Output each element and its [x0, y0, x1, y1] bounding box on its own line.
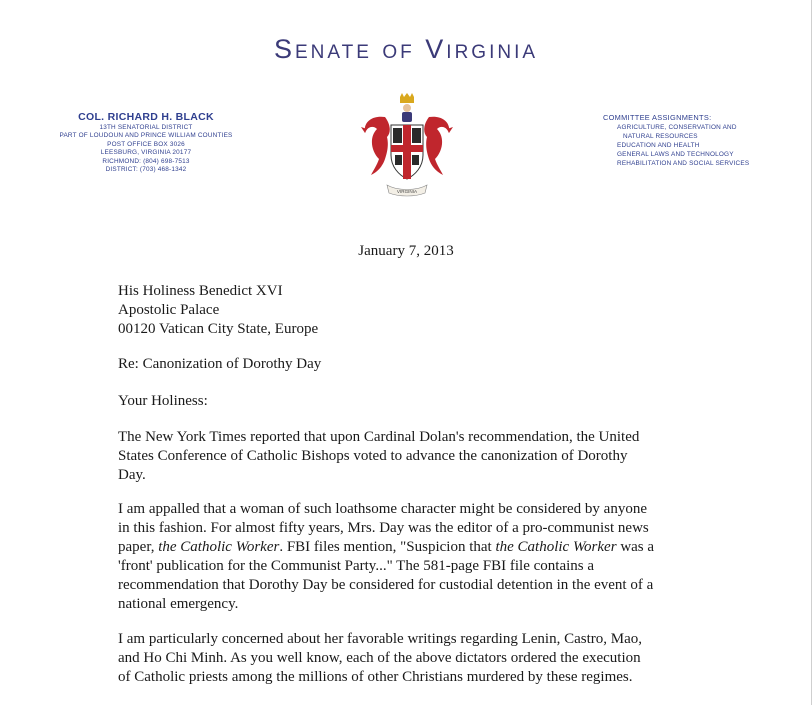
paragraph-line: 'front' publication for the Communist Party..." The 581-page FBI file contains a — [118, 558, 595, 574]
senate-seal-icon — [357, 93, 457, 199]
senator-info-block — [30, 111, 262, 174]
paragraph-line: I am particularly concerned about her favorable writings regarding Lenin, Castro, Mao, — [118, 631, 642, 647]
paragraph-2 — [118, 500, 718, 614]
recipient-address — [118, 282, 718, 339]
letterhead-title: Senate of Virginia — [273, 34, 539, 64]
paragraph-line: Day. — [118, 467, 146, 483]
shield-icon — [391, 125, 423, 179]
senator-info-line: LEESBURG, VIRGINIA 20177 — [100, 149, 192, 157]
text-run: . FBI files mention, "Suspicion that — [279, 539, 496, 555]
text-run: paper, — [118, 539, 159, 555]
paragraph-line — [118, 538, 718, 557]
paragraph-line: in this fashion. For almost fifty years, Mrs. Day was the editor of a pro-communist news — [118, 520, 649, 536]
recipient-line: His Holiness Benedict XVI — [118, 283, 283, 299]
publication-title: the Catholic Worker — [495, 539, 617, 555]
paragraph-line: national emergency. — [118, 596, 239, 612]
senator-name: COL. RICHARD H. BLACK — [78, 111, 214, 123]
committee-line: AGRICULTURE, CONSERVATION AND — [617, 124, 737, 131]
paragraph-3 — [118, 630, 718, 687]
committee-line: EDUCATION AND HEALTH — [617, 142, 700, 149]
right-dragon-icon — [424, 117, 449, 175]
paragraph-line: recommendation that Dorothy Day be considered for custodial detention in the event of a — [118, 577, 654, 593]
paragraph-line: of Catholic priests among the millions of other Christians murdered by these regimes. — [118, 669, 633, 685]
committee-line: GENERAL LAWS AND TECHNOLOGY — [617, 151, 734, 158]
committee-heading: COMMITTEE ASSIGNMENTS: — [603, 113, 712, 122]
salutation: Your Holiness: — [118, 393, 208, 409]
publication-title: the Catholic Worker — [158, 539, 280, 555]
senator-info-line: DISTRICT: (703) 468-1342 — [105, 166, 187, 174]
senator-info-line: POST OFFICE BOX 3026 — [107, 140, 185, 148]
committee-line: NATURAL RESOURCES — [623, 133, 698, 140]
paragraph-line: The New York Times reported that upon Cardinal Dolan's recommendation, the United — [118, 429, 640, 445]
committee-assignments-block — [603, 113, 783, 168]
subject-line: Re: Canonization of Dorothy Day — [118, 356, 322, 372]
left-dragon-icon — [365, 117, 390, 175]
crown-icon — [400, 93, 414, 103]
senator-info-line: 13TH SENATORIAL DISTRICT — [99, 124, 193, 131]
paragraph-line: I am appalled that a woman of such loathsome character might be considered by anyone — [118, 501, 647, 517]
letter-date: January 7, 2013 — [358, 243, 454, 259]
paragraph-line: and Ho Chi Minh. As you well know, each of the above dictators ordered the execution — [118, 650, 641, 666]
paragraph-1 — [118, 428, 718, 485]
recipient-line: Apostolic Palace — [118, 302, 220, 318]
text-run: was a — [616, 539, 655, 555]
paragraph-line: States Conference of Catholic Bishops voted to advance the canonization of Dorothy — [118, 448, 628, 464]
recipient-line: 00120 Vatican City State, Europe — [118, 321, 319, 337]
seal-motto: VIRGINIA — [396, 189, 418, 194]
senator-info-line: RICHMOND: (804) 698-7513 — [102, 157, 190, 165]
senator-info-line: PART OF LOUDOUN AND PRINCE WILLIAM COUNTIES — [59, 132, 233, 140]
committee-line: REHABILITATION AND SOCIAL SERVICES — [617, 160, 750, 167]
